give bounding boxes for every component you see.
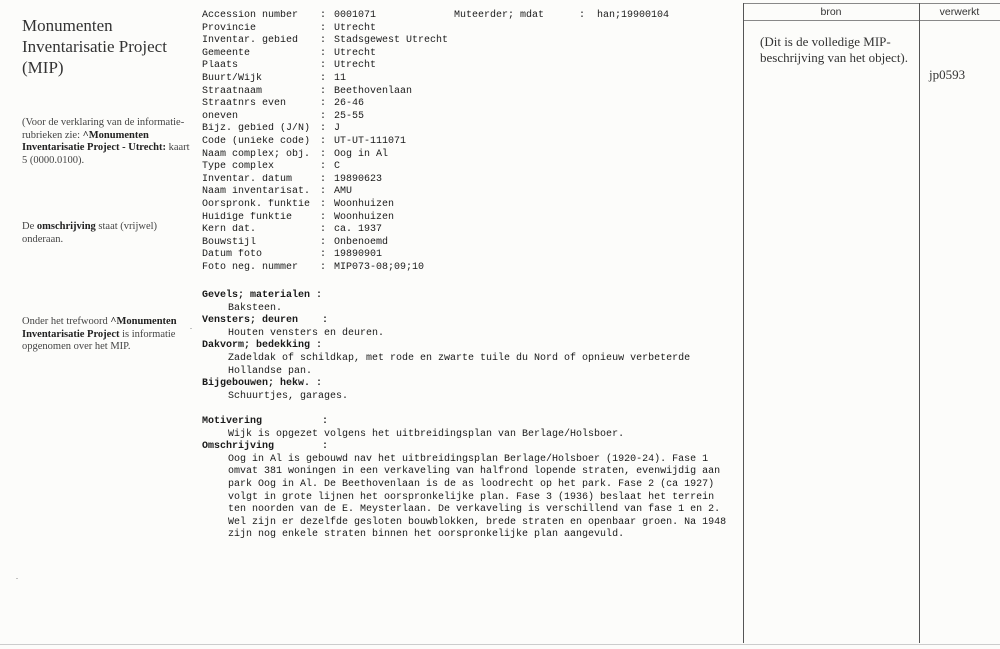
field-label: Inventar. gebied [202,35,299,47]
omschrijving-note-suffix: staat (vrijwel) onderaan. [22,221,158,245]
record-section [202,378,732,403]
field-row [202,136,669,149]
section-label: Bijgebouwen; hekw. : [202,378,323,390]
field-separator: : [320,161,327,173]
page-title: Monumenten Inventarisatie Project (MIP) [22,16,167,77]
info-note-prefix: (Voor de verklaring van de informatie-rubrieken zie: [22,117,185,141]
section-content: Baksteen. [228,302,283,314]
field-row [202,199,669,212]
record-section [202,290,732,315]
field-separator: : [320,186,327,198]
field-value: J [334,123,341,135]
field-row [202,48,669,61]
field-label: Code (unieke code) [202,135,311,147]
info-note [22,117,192,167]
field-value: AMU [334,186,353,198]
section-content: Houten vensters en deuren. [228,327,385,339]
field-value: 25-55 [334,110,365,122]
field-value: Utrecht [334,47,377,59]
field-value: 19890623 [334,173,383,185]
field-separator: : [320,98,327,110]
field-extra [454,10,669,23]
field-row [202,60,669,73]
field-label: Straatnaam [202,85,263,97]
field-value: ca. 1937 [334,224,383,236]
table-header-rule [743,20,1000,21]
field-row [202,10,669,23]
field-label: Naam complex; obj. [202,148,311,160]
field-label: Naam inventarisat. [202,186,311,198]
field-extra-label: Muteerder; mdat [454,10,545,21]
field-label: Plaats [202,60,239,72]
field-label: Buurt/Wijk [202,72,263,84]
field-separator: : [320,135,327,147]
trefwoord-note-keyword: ^Monumenten Inventarisatie Project [22,316,177,340]
field-separator: : [320,236,327,248]
section-content: Oog in Al is gebouwd nav het uitbreidingsplan Berlage/Holsboer (1920-24). Fase 1 omvat 381 woningen in een verkaveling van halfrond lopende straten, evenwijdig aan park Oog in Al. De Beethovenlaan is de as loodrecht op het park. Fase 2 (ca 1927) volgt in grote lijnen het oorspronkelijke plan. Fase 3 (1936) beslaat het terrein ten noorden van de E. Meysterlaan. De verkaveling is verschillend van fase 1 en 2. Wel zijn er dezelfde gesloten bouwblokken, brede straten en openbaar groen. Na 1948 zijn nog enkele straten binnen het oorspronkelijke plan aangevuld. [228,453,727,541]
info-note-suffix: kaart 5 (0000.0100). [22,142,190,166]
field-separator: : [320,211,327,223]
field-value: 0001071 [334,10,377,21]
field-separator: : [320,10,327,21]
field-label: Bouwstijl [202,236,257,248]
field-value: UT-UT-111071 [334,135,407,147]
field-row [202,161,669,174]
table-column-rule [919,3,920,643]
field-row [202,23,669,36]
field-separator: : [320,173,327,185]
record-section [202,340,732,378]
field-value: Utrecht [334,60,377,72]
field-value: Woonhuizen [334,198,395,210]
field-row [202,237,669,250]
section-label: Motivering : [202,415,329,427]
section-content: Schuurtjes, garages. [228,390,349,402]
field-label: Datum foto [202,249,263,261]
table-cell-verwerkt: jp0593 [929,67,966,82]
field-separator: : [320,60,327,72]
field-label: Gemeente [202,47,251,59]
field-row [202,98,669,111]
field-row [202,249,669,262]
table-header-bron: bron [820,6,842,18]
omschrijving-note-keyword: omschrijving [36,221,96,232]
scan-speck: . [16,572,18,581]
field-label: Kern dat. [202,224,257,236]
section-label: Gevels; materialen : [202,290,323,301]
field-separator: : [320,224,327,236]
field-separator: : [579,10,598,21]
field-separator: : [320,22,327,34]
field-label: Straatnrs even [202,98,287,110]
field-value: 11 [334,72,347,84]
field-label: Provincie [202,22,257,34]
field-row [202,73,669,86]
table-left-rule [743,3,744,643]
field-value: Woonhuizen [334,211,395,223]
record-section [202,441,732,542]
field-row [202,174,669,187]
field-row [202,123,669,136]
record-body [202,290,732,542]
table-cell-bron: (Dit is de volledige MIP-beschrijving van het object). [760,34,909,65]
field-value: 19890901 [334,249,383,261]
section-gap [202,403,732,416]
field-separator: : [320,72,327,84]
field-separator: : [320,249,327,261]
scan-speck: . [190,322,192,331]
field-row [202,224,669,237]
trefwoord-note-prefix: Onder het trefwoord [22,316,108,327]
field-value: 26-46 [334,98,365,110]
section-content: Wijk is opgezet volgens het uitbreidingsplan van Berlage/Holsboer. [228,428,625,440]
table-header-verwerkt: verwerkt [939,6,980,18]
field-label: Inventar. datum [202,173,293,185]
field-separator: : [320,148,327,160]
record-fields [202,10,669,274]
table-top-rule [743,3,1000,4]
omschrijving-note-prefix: De [22,221,35,232]
field-value: Utrecht [334,22,377,34]
field-row [202,111,669,124]
field-row [202,86,669,99]
trefwoord-note [22,316,192,354]
field-separator: : [320,261,327,273]
section-label: Omschrijving : [202,441,329,453]
field-value: MIP073-08;09;10 [334,261,425,273]
field-value: Stadsgewest Utrecht [334,35,449,47]
record-section [202,315,732,340]
record-section [202,416,732,441]
field-row [202,149,669,162]
field-separator: : [320,85,327,97]
field-label: Bijz. gebied (J/N) [202,123,311,135]
field-value: Oog in Al [334,148,389,160]
field-separator: : [320,110,327,122]
field-value: Onbenoemd [334,236,389,248]
section-content: Zadeldak of schildkap, met rode en zwarte tuile du Nord of opnieuw verbeterde Hollandse pan. [228,352,691,377]
field-separator: : [320,35,327,47]
section-label: Vensters; deuren : [202,315,329,327]
field-label: Type complex [202,161,275,173]
field-label: Foto neg. nummer [202,261,299,273]
trefwoord-note-suffix: is informatie opgenomen over het MIP. [22,328,176,352]
field-label: Accession number [202,10,299,21]
field-extra-value: han;19900104 [597,10,670,21]
info-note-link: ^Monumenten Inventarisatie Project - Utrecht: [22,129,166,153]
field-row [202,262,669,275]
field-label: Huidige funktie [202,211,293,223]
field-row [202,212,669,225]
section-label: Dakvorm; bedekking : [202,340,323,352]
page-bottom-rule [0,644,1000,645]
omschrijving-note [22,221,192,246]
source-table [743,0,1000,649]
field-label: oneven [202,110,239,122]
field-separator: : [320,123,327,135]
field-separator: : [320,47,327,59]
field-label: Oorspronk. funktie [202,198,311,210]
field-value: C [334,161,341,173]
field-separator: : [320,198,327,210]
field-row [202,186,669,199]
field-row [202,35,669,48]
field-value: Beethovenlaan [334,85,413,97]
